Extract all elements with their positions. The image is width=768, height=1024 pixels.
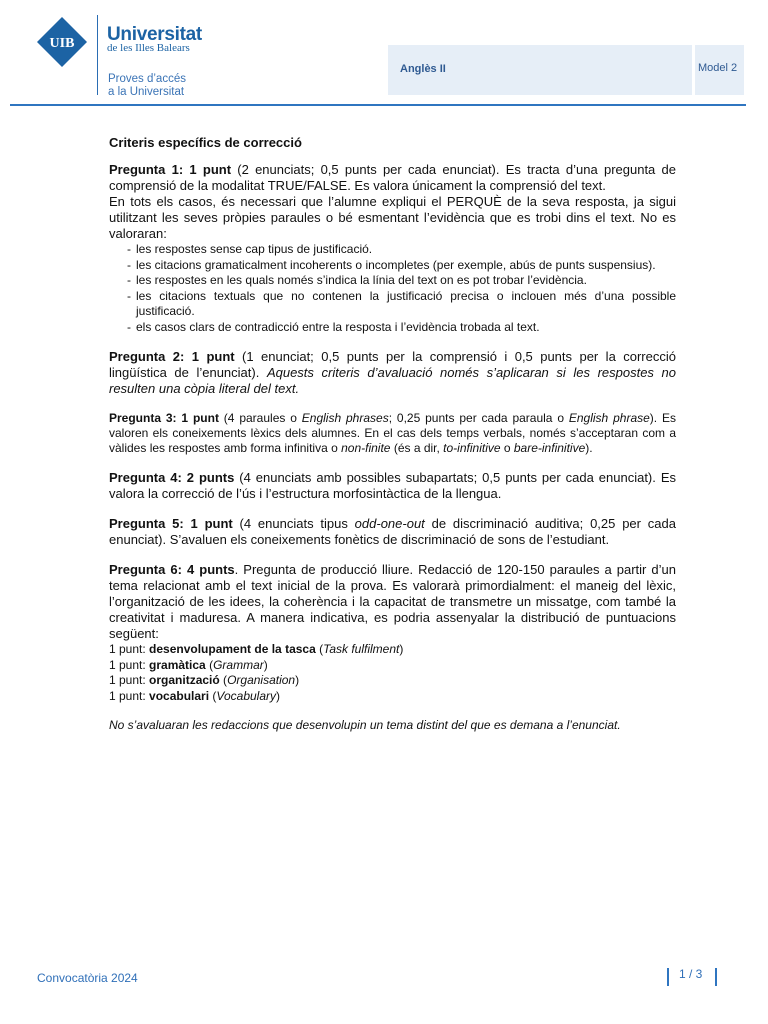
q1-text2: En tots els casos, és necessari que l’alumne expliqui el PERQUÈ de la seva resposta, ja sigui utilitzant les seves pròpies paraules o bé esmentant l’evidència que es trobi dins el text. No es valoraran: [109,194,676,241]
q2-italic-note: Aquests criteris d’avaluació només s’aplicaran si les respostes no resulten una còpia literal del text. [109,365,676,396]
list-item: - les respostes sense cap tipus de justificació. [127,242,676,258]
q3-label: Pregunta 3: 1 punt [109,411,219,425]
header-divider [97,15,98,95]
q4-paragraph [109,470,676,502]
q6-closing-note: No s’avaluaran les redaccions que desenvolupin un tema distint del que es demana a l’enunciat. [109,718,621,732]
university-subtitle: de les Illes Balears [107,42,190,54]
q1-label: Pregunta 1 [109,162,179,177]
uib-logo-icon [36,16,88,68]
page-number-bar-right [715,968,717,986]
q6-paragraph [109,562,676,642]
q1-points: 1 punt [189,162,232,177]
q1-paragraph: Pregunta 1: 1 punt (2 enunciats; 0,5 punts per cada enunciat). Es tracta d’una pregunta de comprensió de la modalitat TRUE/FALSE. Es valora únicament la comprensió del text. [109,162,676,193]
q5-paragraph: Pregunta 5: 1 punt (4 enunciats tipus odd-one-out de discriminació auditiva; 0,25 per cada enunciat). S’avaluen els coneixements fonètics de discriminació de sons de l’estudiant. [109,516,676,547]
list-item: 1 punt: organització (Organisation) [109,673,300,687]
header-rule [10,104,746,106]
proves-acces [108,73,186,99]
list-item: - els casos clars de contradicció entre la resposta i l’evidència trobada al text. [127,320,676,336]
question-3 [109,411,676,456]
q5-label: Pregunta 5: 1 punt [109,516,233,531]
list-item: 1 punt: vocabulari (Vocabulary) [109,688,280,703]
proves-line-2: a la Universitat [108,86,185,98]
q1-text1: (2 enunciats; 0,5 punts per cada enunciat). Es tracta d’una pregunta de comprensió de la modalitat TRUE/FALSE. Es valora únicament la comprensió del text. [109,162,676,193]
q6-text: . Pregunta de producció lliure. Redacció de 120-150 paraules a partir d’un tema relacionat amb el text inicial de la prova. Es valorarà primordialment: el maneig del lèxic, l’organització de les idees, la coherència i la capacitat de transmetre un missatge, com també la creativitat i maduresa. A manera indicativa, es podria assenyalar la distribució de puntuacions següent: [109,562,676,641]
q2-paragraph [109,349,676,397]
subject-label: Anglès II [400,63,446,75]
list-item: 1 punt: gramàtica (Grammar) [109,657,268,672]
q6-points-list [109,642,676,704]
question-4 [109,470,676,502]
footer-convocatoria: Convocatòria 2024 [37,971,138,985]
page-number-bar-left [667,968,669,986]
list-item: - les respostes en les quals només s’indica la línia del text on es pot trobar l’evidència. [127,273,676,289]
q4-text: (4 enunciats amb possibles subapartats; 0,5 punts per cada enunciat). Es valora la correcció de l’ús i l’estructura morfosintàctica de la llengua. [109,470,676,501]
document-body [109,135,676,733]
svg-text:UIB: UIB [49,36,75,51]
question-5 [109,516,676,548]
list-item: - les citacions textuals que no contenen la justificació precisa o inclouen més d’una possible justificació. [127,289,676,320]
proves-line-1: Proves d’accés [108,73,186,85]
page-header [0,0,768,108]
question-2 [109,349,676,397]
university-name: Universitat [107,24,202,45]
page-number: 1 / 3 [679,967,703,981]
list-item: - les citacions gramaticalment incoherents o incompletes (per exemple, abús de punts suspensius). [127,258,676,274]
q4-label: Pregunta 4: 2 punts [109,470,235,485]
q6-label: Pregunta 6: 4 punts [109,562,235,577]
q3-paragraph: Pregunta 3: 1 punt (4 paraules o English phrases; 0,25 punts per cada paraula o English phrase). Es valoren els coneixements lèxics dels alumnes. En el cas dels temps verbals, només s’acceptaran com a vàlides les respostes amb forma infinitiva o non-finite (és a dir, to-infinitive o bare-infinitive). [109,411,676,455]
q2-label: Pregunta 2: 1 punt [109,349,235,364]
q2-text: (1 enunciat; 0,5 punts per la comprensió i 0,5 punts per la correcció lingüística de l’enunciat). [109,349,676,380]
question-1 [109,162,676,335]
question-6 [109,562,676,733]
q1-bullet-list [109,242,676,335]
list-item: 1 punt: desenvolupament de la tasca (Task fulfilment) [109,642,404,656]
model-label: Model 2 [698,62,738,74]
page-title: Criteris específics de correcció [109,135,302,150]
